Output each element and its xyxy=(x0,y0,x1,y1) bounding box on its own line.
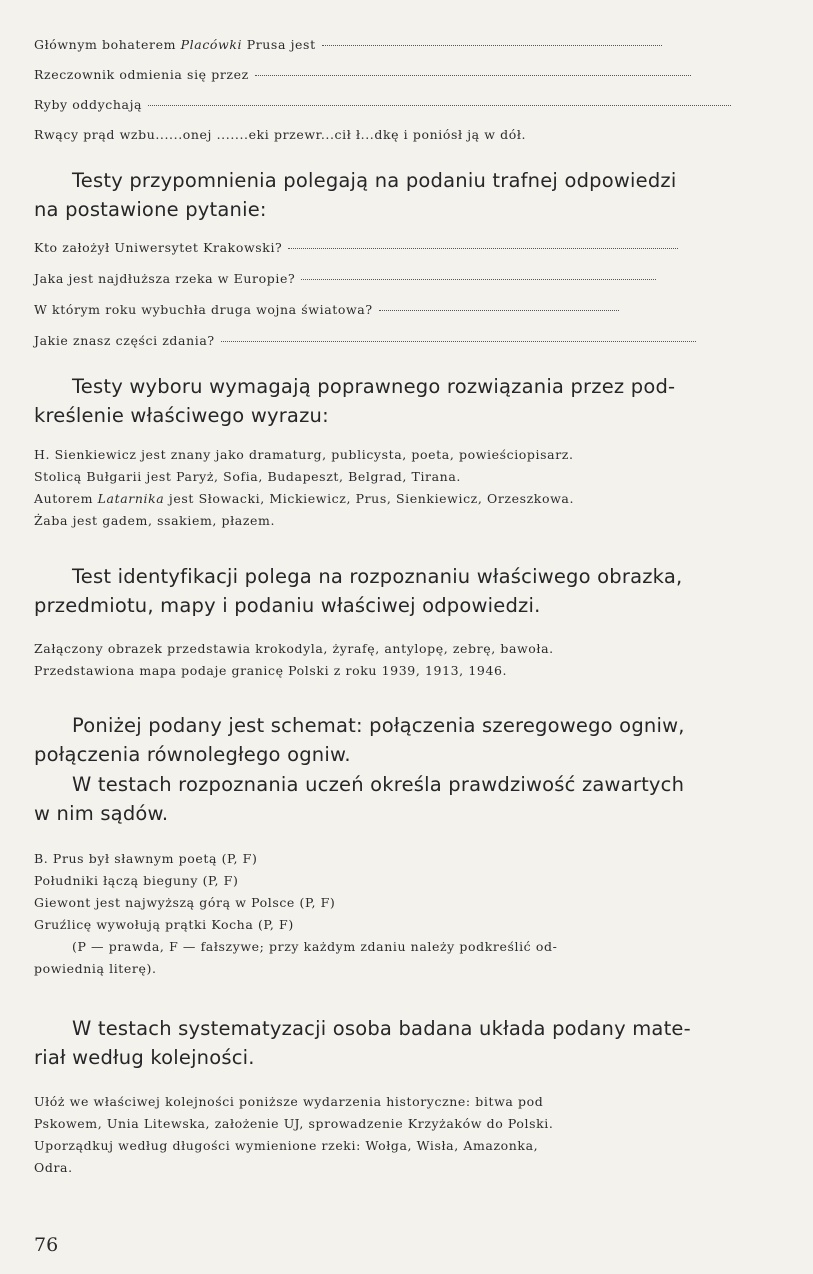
choice-item: Autorem Latarnika jest Słowacki, Mickiewicz, Prus, Sienkiewicz, Orzeszkowa. xyxy=(34,491,575,506)
section-recall-heading: Testy przypomnienia polegają na podaniu trafnej odpowiedzi na postawione pytanie: xyxy=(34,169,677,221)
recognition-items xyxy=(34,848,779,980)
fill-in-item-3: Ryby oddychają xyxy=(34,97,731,112)
section-choice-heading: Testy wyboru wymagają poprawnego rozwiązania przez pod- kreślenie właściwego wyrazu: xyxy=(34,375,676,427)
recall-question: Jaka jest najdłuższa rzeka w Europie? xyxy=(34,271,656,286)
answer-blank xyxy=(379,309,619,311)
answer-blank xyxy=(301,278,656,280)
section-recognition-heading: W testach rozpoznania uczeń określa prawdziwość zawartych w nim sądów. xyxy=(34,773,685,825)
page-number: 76 xyxy=(34,1234,59,1256)
answer-blank xyxy=(255,74,691,76)
recall-question: Kto założył Uniwersytet Krakowski? xyxy=(34,240,678,255)
section-ident-heading: Test identyfikacji polega na rozpoznaniu właściwego obrazka, przedmiotu, mapy i podaniu właściwej odpowiedzi. xyxy=(34,565,683,617)
ident-item: Załączony obrazek przedstawia krokodyla, żyrafę, antylopę, zebrę, bawoła. xyxy=(34,641,554,656)
choice-item: H. Sienkiewicz jest znany jako dramaturg, publicysta, poeta, powieściopisarz. xyxy=(34,447,574,462)
recognition-item: Gruźlicę wywołują prątki Kocha (P, F) xyxy=(34,917,294,932)
system-body: Ułóż we właściwej kolejności poniższe wydarzenia historyczne: bitwa pod Pskowem, Unia Litewska, założenie UJ, sprowadzenie Krzyżaków do Polski. Uporządkuj według długości wymienione rzeki: Wołga, Wisła, Amazonka, Odra. xyxy=(34,1094,554,1175)
recognition-note: powiednią literę). xyxy=(34,961,157,976)
choice-items xyxy=(34,444,779,532)
ident-item: Przedstawiona mapa podaje granicę Polski z roku 1939, 1913, 1946. xyxy=(34,663,508,678)
recognition-item: Południki łączą bieguny (P, F) xyxy=(34,873,239,888)
ident-items xyxy=(34,638,779,682)
recognition-item: B. Prus był sławnym poetą (P, F) xyxy=(34,851,258,866)
answer-blank xyxy=(148,104,731,106)
fill-in-item-2: Rzeczownik odmienia się przez xyxy=(34,67,691,82)
answer-blank xyxy=(322,44,662,46)
section-system-heading: W testach systematyzacji osoba badana układa podany mate- riał według kolejności. xyxy=(34,1017,691,1069)
recall-question: Jakie znasz części zdania? xyxy=(34,333,696,348)
choice-item: Żaba jest gadem, ssakiem, płazem. xyxy=(34,513,276,528)
answer-blank xyxy=(288,247,678,249)
answer-blank xyxy=(221,340,696,342)
fill-in-item-1: Głównym bohaterem Placówki Prusa jest xyxy=(34,37,662,52)
fill-in-item-4: Rwący prąd wzbu......onej .......eki przewr...cił ł...dkę i poniósł ją w dół. xyxy=(34,127,527,142)
choice-item: Stolicą Bułgarii jest Paryż, Sofia, Budapeszt, Belgrad, Tirana. xyxy=(34,469,461,484)
recall-question: W którym roku wybuchła druga wojna światowa? xyxy=(34,302,619,317)
section-schema-heading: Poniżej podany jest schemat: połączenia szeregowego ogniw, połączenia równoległego ogniw. xyxy=(34,714,685,766)
recognition-item: Giewont jest najwyższą górą w Polsce (P, F) xyxy=(34,895,336,910)
recognition-note: (P — prawda, F — fałszywe; przy każdym zdaniu należy podkreślić od- xyxy=(72,939,558,954)
